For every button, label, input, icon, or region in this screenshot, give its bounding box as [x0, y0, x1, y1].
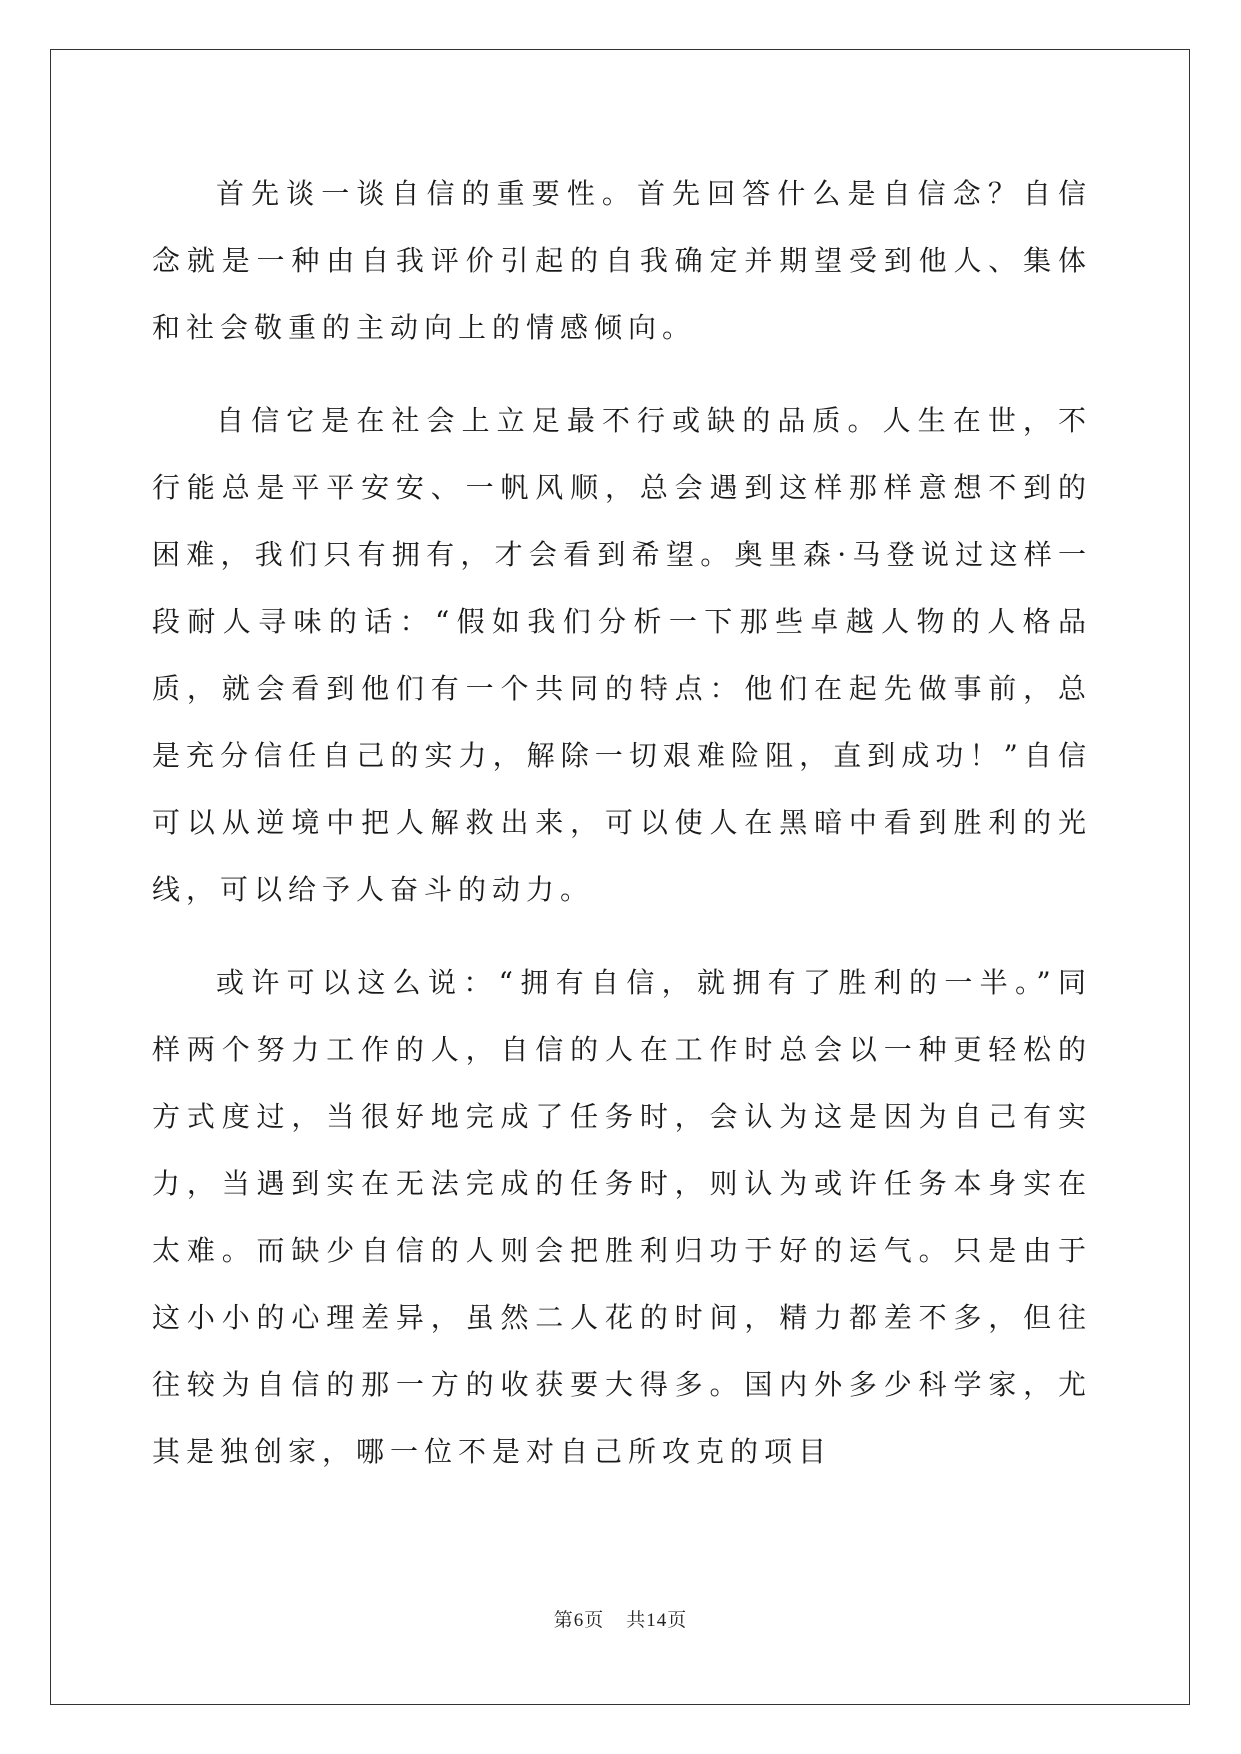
paragraph-3: 或许可以这么说：“拥有自信，就拥有了胜利的一半。”同样两个努力工作的人，自信的人在工作时总会以一种更轻松的方式度过，当很好地完成了任务时，会认为这是因为自己有实力，当遇到实在无法完成的任务时，则认为或许任务本身实在太难。而缺少自信的人则会把胜利归功于好的运气。只是由于这小小的心理差异，虽然二人花的时间，精力都差不多，但往往较为自信的那一方的收获要大得多。国内外多少科学家，尤其是独创家，哪一位不是对自己所攻克的项目 [152, 966, 1092, 1468]
paragraph-2: 自信它是在社会上立足最不行或缺的品质。人生在世，不行能总是平平安安、一帆风顺，总会遇到这样那样意想不到的困难，我们只有拥有，才会看到希望。奥里森·马登说过这样一段耐人寻味的话：“假如我们分析一下那些卓越人物的人格品质，就会看到他们有一个共同的特点：他们在起先做事前，总是充分信任自己的实力，解除一切艰难险阻，直到成功！”自信可以从逆境中把人解救出来，可以使人在黑暗中看到胜利的光线，可以给予人奋斗的动力。 [152, 404, 1092, 906]
page-footer [0, 1605, 1241, 1632]
page-number-total: 共14页 [626, 1610, 688, 1631]
page-number-current: 第6页 [553, 1610, 605, 1631]
document-body [152, 160, 1092, 1511]
paragraph-1: 首先谈一谈自信的重要性。首先回答什么是自信念？自信念就是一种由自我评价引起的自我确定并期望受到他人、集体和社会敬重的主动向上的情感倾向。 [152, 177, 1092, 344]
